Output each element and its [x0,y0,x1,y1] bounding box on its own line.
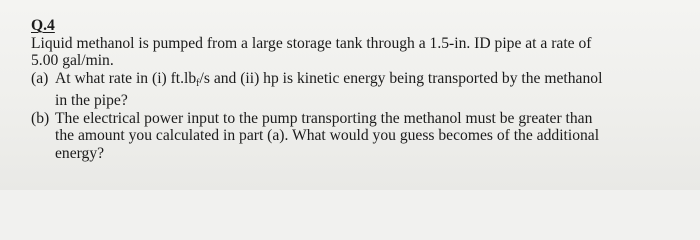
part-a-subscript: f [196,77,200,89]
part-a-text-pre: At what rate in (i) ft.lb [55,69,197,87]
part-b-line-2: the amount you calculated in part (a). What would you guess becomes of the additional [55,127,600,144]
part-a-line-1 [31,70,686,93]
part-b-line-1 [31,110,686,128]
part-b-label: (b) [31,109,50,127]
intro-line-1: Liquid methanol is pumped from a large storage tank through a 1.5-in. ID pipe at a rate of [31,34,592,52]
part-b-line-3: energy? [55,144,105,162]
question-block [31,17,686,162]
question-number-row [31,17,686,35]
part-a-label: (a) [31,69,49,87]
part-b-text-1: The electrical power input to the pump transporting the methanol must be greater than [55,109,593,127]
part-a-line-2: in the pipe? [55,92,128,109]
intro-line-2: 5.00 gal/min. [31,52,114,69]
part-a-text-post: /s and (ii) hp is kinetic energy being transported by the methanol [199,69,603,87]
question-number: Q.4 [31,17,55,34]
